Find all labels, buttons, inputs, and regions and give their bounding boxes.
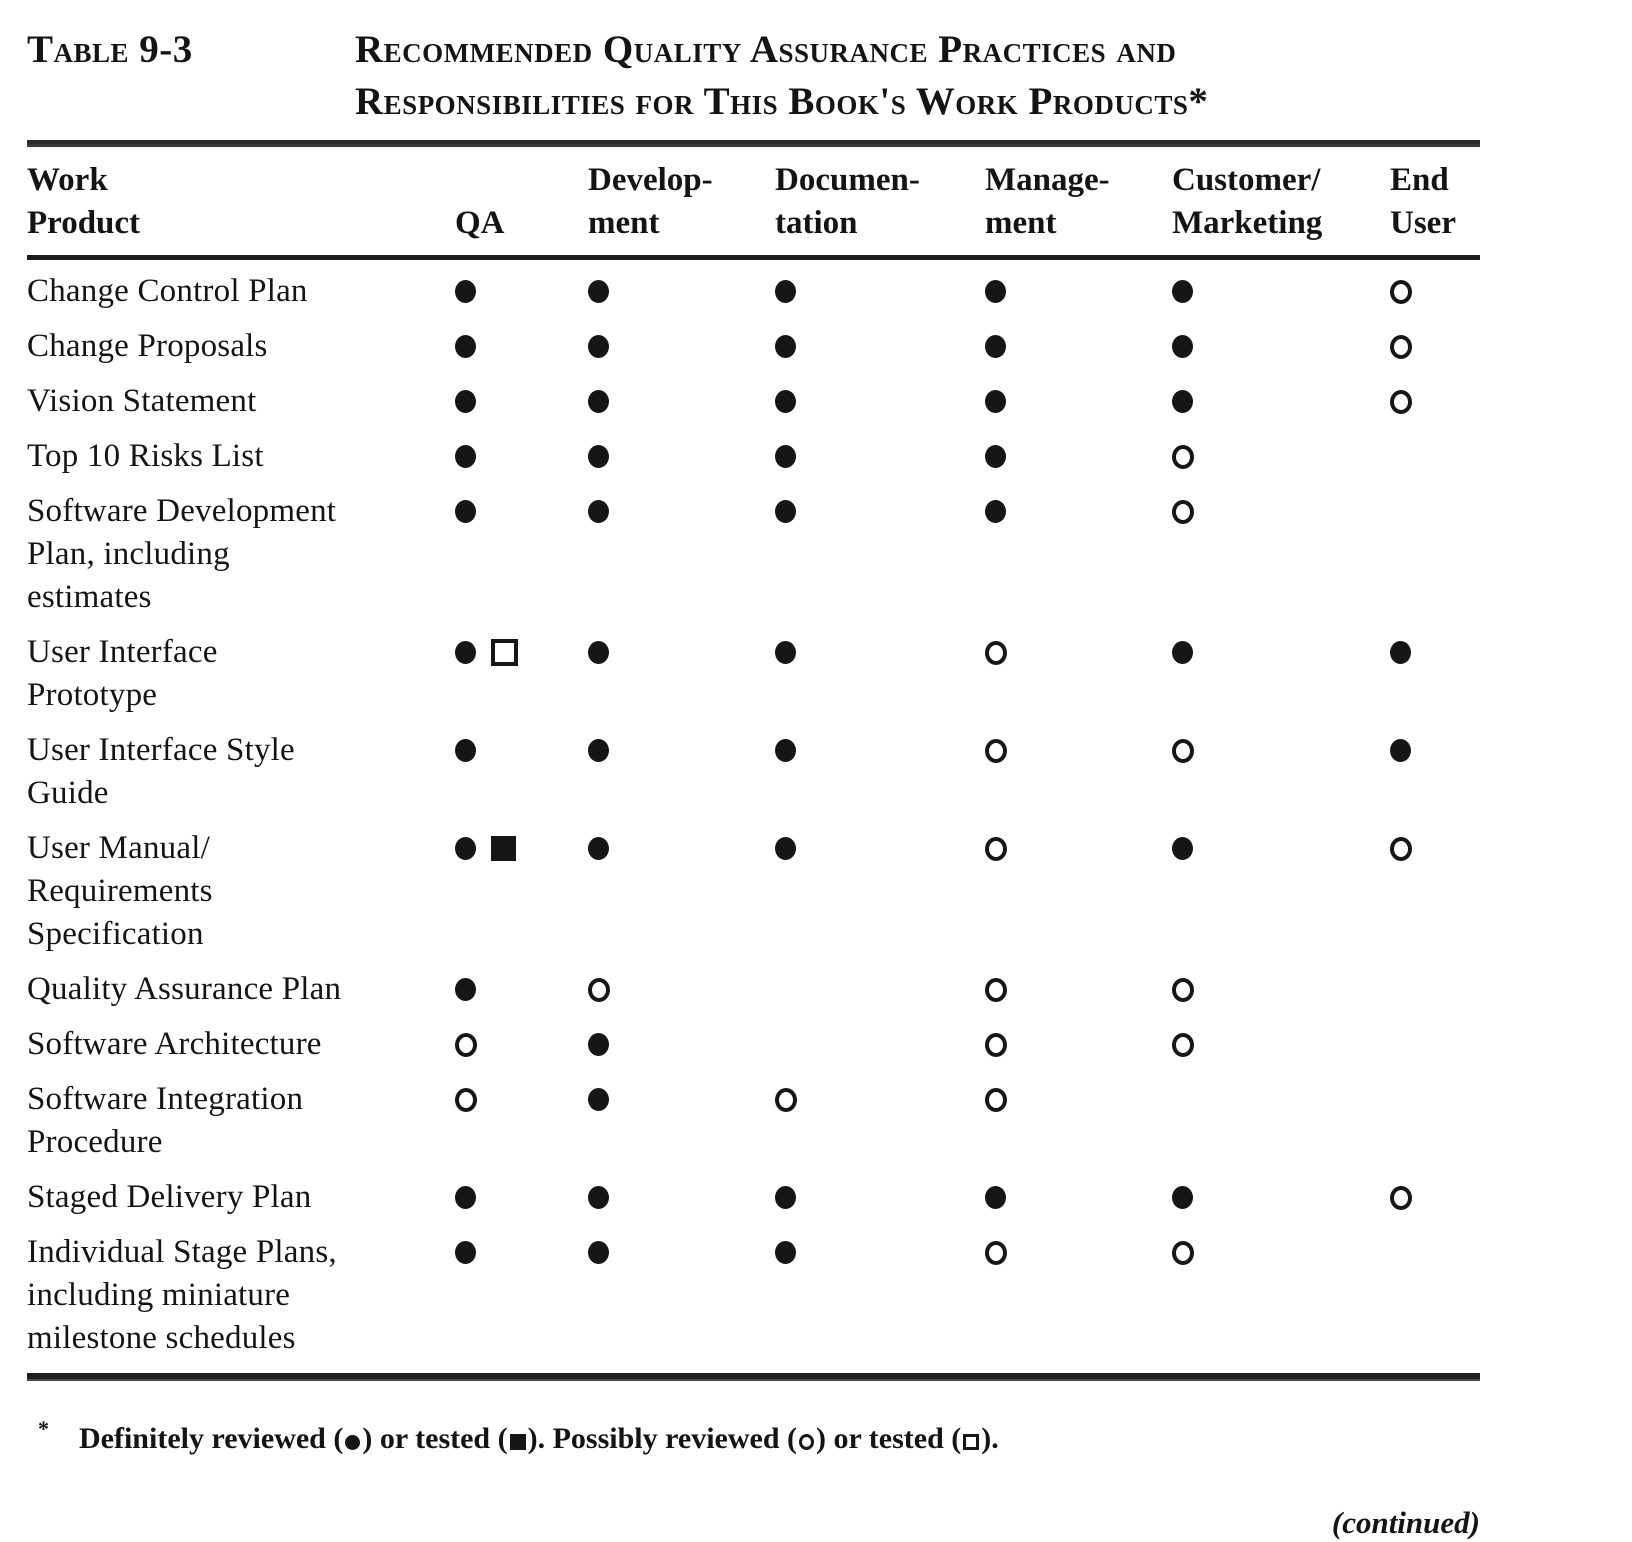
definitely-reviewed-icon bbox=[985, 500, 1006, 523]
responsibility-cell bbox=[455, 490, 588, 533]
definitely-reviewed-icon bbox=[775, 500, 796, 523]
responsibility-cell bbox=[455, 1078, 588, 1121]
responsibility-cell bbox=[588, 827, 775, 870]
possibly-reviewed-icon bbox=[985, 837, 1007, 861]
table-row bbox=[27, 1077, 1480, 1175]
table-title-line-1: Recommended Quality Assurance Practices and bbox=[355, 28, 1177, 71]
table-row bbox=[27, 1022, 1480, 1077]
column-header-development: Develop- ment bbox=[588, 162, 713, 241]
responsibility-cell bbox=[775, 380, 985, 423]
definitely-reviewed-icon bbox=[775, 1241, 796, 1264]
responsibility-cell bbox=[455, 325, 588, 368]
table-row bbox=[27, 324, 1480, 379]
responsibility-cell bbox=[588, 490, 775, 533]
table-row bbox=[27, 434, 1480, 489]
responsibility-cell bbox=[1390, 631, 1480, 674]
possibly-reviewed-icon bbox=[1390, 390, 1412, 414]
responsibility-cell bbox=[985, 435, 1172, 478]
responsibility-cell bbox=[455, 435, 588, 478]
qa-practices-table bbox=[27, 140, 1480, 1381]
definitely-reviewed-icon bbox=[775, 445, 796, 468]
table-row bbox=[27, 489, 1480, 630]
table-row bbox=[27, 630, 1480, 728]
definitely-reviewed-icon bbox=[775, 1186, 796, 1209]
table-caption bbox=[27, 24, 1632, 128]
table-row bbox=[27, 269, 1480, 324]
table-row bbox=[27, 967, 1480, 1022]
responsibility-cell bbox=[1172, 729, 1390, 772]
responsibility-cell bbox=[1172, 380, 1390, 423]
possibly-reviewed-icon bbox=[985, 739, 1007, 763]
definitely-reviewed-icon bbox=[775, 280, 796, 303]
responsibility-cell bbox=[455, 380, 588, 423]
definitely-reviewed-icon bbox=[588, 837, 609, 860]
definitely-reviewed-icon bbox=[588, 739, 609, 762]
responsibility-cell bbox=[985, 1176, 1172, 1219]
possibly-reviewed-icon bbox=[1172, 978, 1194, 1002]
responsibility-cell bbox=[775, 1023, 985, 1066]
responsibility-cell bbox=[1172, 968, 1390, 1011]
work-product-name: Change Proposals bbox=[27, 328, 268, 364]
footnote-asterisk: * bbox=[38, 1416, 49, 1441]
possibly-tested-icon bbox=[963, 1434, 979, 1450]
definitely-reviewed-icon bbox=[1172, 1186, 1193, 1209]
responsibility-cell bbox=[775, 1176, 985, 1219]
definitely-reviewed-icon bbox=[1172, 641, 1193, 664]
table-body bbox=[27, 260, 1480, 1371]
responsibility-cell bbox=[1172, 1231, 1390, 1274]
possibly-reviewed-icon bbox=[1172, 445, 1194, 469]
responsibility-cell bbox=[1172, 490, 1390, 533]
responsibility-cell bbox=[775, 631, 985, 674]
responsibility-cell bbox=[985, 325, 1172, 368]
column-header-documentation: Documen- tation bbox=[775, 162, 920, 241]
responsibility-cell bbox=[588, 325, 775, 368]
column-header-qa: QA bbox=[455, 205, 505, 241]
definitely-reviewed-icon bbox=[775, 390, 796, 413]
definitely-tested-icon bbox=[491, 836, 516, 861]
work-product-name: Software Integration Procedure bbox=[27, 1081, 304, 1160]
table-row bbox=[27, 379, 1480, 434]
responsibility-cell bbox=[985, 729, 1172, 772]
responsibility-cell bbox=[985, 968, 1172, 1011]
possibly-reviewed-icon bbox=[1172, 1241, 1194, 1265]
responsibility-cell bbox=[775, 968, 985, 1011]
table-header-row bbox=[27, 147, 1480, 255]
definitely-reviewed-icon bbox=[1172, 390, 1193, 413]
table-number-label: Table 9-3 bbox=[27, 28, 193, 71]
responsibility-cell bbox=[455, 968, 588, 1011]
responsibility-cell bbox=[1390, 729, 1480, 772]
responsibility-cell bbox=[775, 1078, 985, 1121]
table-row bbox=[27, 728, 1480, 826]
responsibility-cell bbox=[588, 270, 775, 313]
responsibility-cell bbox=[455, 1023, 588, 1066]
definitely-reviewed-icon bbox=[588, 1088, 609, 1111]
definitely-reviewed-icon bbox=[588, 335, 609, 358]
table-row bbox=[27, 1230, 1480, 1371]
responsibility-cell bbox=[588, 729, 775, 772]
definitely-reviewed-icon bbox=[455, 500, 476, 523]
possibly-reviewed-icon bbox=[985, 1033, 1007, 1057]
responsibility-cell bbox=[455, 1176, 588, 1219]
responsibility-cell bbox=[1390, 325, 1480, 368]
responsibility-cell bbox=[775, 325, 985, 368]
definitely-reviewed-icon bbox=[345, 1435, 360, 1450]
work-product-name: User Manual/ Requirements Specification bbox=[27, 830, 213, 952]
responsibility-cell bbox=[588, 1176, 775, 1219]
responsibility-cell bbox=[588, 1023, 775, 1066]
responsibility-cell bbox=[1390, 380, 1480, 423]
definitely-reviewed-icon bbox=[775, 641, 796, 664]
responsibility-cell bbox=[1390, 1176, 1480, 1219]
work-product-name: User Interface Style Guide bbox=[27, 732, 295, 811]
work-product-name: Change Control Plan bbox=[27, 273, 308, 309]
definitely-reviewed-icon bbox=[985, 280, 1006, 303]
work-product-name: Vision Statement bbox=[27, 383, 257, 419]
definitely-reviewed-icon bbox=[1172, 335, 1193, 358]
responsibility-cell bbox=[1390, 1023, 1480, 1066]
footnote bbox=[38, 1409, 1478, 1459]
responsibility-cell bbox=[588, 380, 775, 423]
possibly-reviewed-icon bbox=[985, 978, 1007, 1002]
possibly-reviewed-icon bbox=[775, 1088, 797, 1112]
table-bottom-rule bbox=[27, 1373, 1480, 1381]
definitely-reviewed-icon bbox=[775, 335, 796, 358]
definitely-reviewed-icon bbox=[1390, 641, 1411, 664]
responsibility-cell bbox=[985, 380, 1172, 423]
possibly-reviewed-icon bbox=[1390, 280, 1412, 304]
work-product-name: Individual Stage Plans, including miniature milestone schedules bbox=[27, 1234, 337, 1356]
responsibility-cell bbox=[1172, 827, 1390, 870]
responsibility-cell bbox=[985, 827, 1172, 870]
definitely-reviewed-icon bbox=[455, 978, 476, 1001]
responsibility-cell bbox=[985, 1231, 1172, 1274]
responsibility-cell bbox=[775, 827, 985, 870]
definitely-reviewed-icon bbox=[455, 641, 476, 664]
responsibility-cell bbox=[1172, 325, 1390, 368]
definitely-reviewed-icon bbox=[775, 837, 796, 860]
work-product-name: Software Development Plan, including estimates bbox=[27, 493, 337, 615]
footnote-text: Definitely reviewed ( ) or tested ( ). Possibly reviewed ( ) or tested ( ). bbox=[79, 1422, 999, 1455]
responsibility-cell bbox=[588, 1078, 775, 1121]
responsibility-cell bbox=[1390, 490, 1480, 533]
definitely-reviewed-icon bbox=[588, 1186, 609, 1209]
definitely-reviewed-icon bbox=[455, 1186, 476, 1209]
possibly-reviewed-icon bbox=[985, 641, 1007, 665]
definitely-reviewed-icon bbox=[455, 1241, 476, 1264]
definitely-reviewed-icon bbox=[588, 500, 609, 523]
definitely-reviewed-icon bbox=[455, 335, 476, 358]
responsibility-cell bbox=[1172, 435, 1390, 478]
responsibility-cell bbox=[455, 729, 588, 772]
work-product-name: Software Architecture bbox=[27, 1026, 322, 1062]
column-header-work-product: Work Product bbox=[27, 162, 141, 241]
definitely-reviewed-icon bbox=[588, 390, 609, 413]
definitely-reviewed-icon bbox=[455, 837, 476, 860]
responsibility-cell bbox=[1172, 631, 1390, 674]
definitely-reviewed-icon bbox=[455, 390, 476, 413]
responsibility-cell bbox=[455, 270, 588, 313]
responsibility-cell bbox=[985, 270, 1172, 313]
possibly-reviewed-icon bbox=[588, 978, 610, 1002]
responsibility-cell bbox=[1390, 270, 1480, 313]
responsibility-cell bbox=[588, 968, 775, 1011]
responsibility-cell bbox=[455, 631, 588, 674]
responsibility-cell bbox=[775, 729, 985, 772]
responsibility-cell bbox=[588, 1231, 775, 1274]
possibly-reviewed-icon bbox=[985, 1088, 1007, 1112]
definitely-reviewed-icon bbox=[985, 390, 1006, 413]
definitely-reviewed-icon bbox=[1172, 837, 1193, 860]
responsibility-cell bbox=[1390, 968, 1480, 1011]
definitely-reviewed-icon bbox=[588, 1241, 609, 1264]
responsibility-cell bbox=[985, 490, 1172, 533]
definitely-tested-icon bbox=[510, 1434, 526, 1450]
table-title bbox=[355, 24, 1208, 128]
possibly-reviewed-icon bbox=[1390, 335, 1412, 359]
work-product-name: Quality Assurance Plan bbox=[27, 971, 342, 1007]
table-row bbox=[27, 826, 1480, 967]
possibly-reviewed-icon bbox=[985, 1241, 1007, 1265]
definitely-reviewed-icon bbox=[985, 445, 1006, 468]
responsibility-cell bbox=[775, 435, 985, 478]
definitely-reviewed-icon bbox=[775, 739, 796, 762]
definitely-reviewed-icon bbox=[588, 641, 609, 664]
responsibility-cell bbox=[985, 1023, 1172, 1066]
responsibility-cell bbox=[1390, 1231, 1480, 1274]
column-header-customer-marketing: Customer/ Marketing bbox=[1172, 162, 1323, 241]
possibly-reviewed-icon bbox=[1390, 1186, 1412, 1210]
responsibility-cell bbox=[455, 1231, 588, 1274]
possibly-reviewed-icon bbox=[455, 1088, 477, 1112]
responsibility-cell bbox=[588, 631, 775, 674]
responsibility-cell bbox=[455, 827, 588, 870]
possibly-tested-icon bbox=[491, 639, 518, 666]
definitely-reviewed-icon bbox=[455, 280, 476, 303]
responsibility-cell bbox=[1172, 1176, 1390, 1219]
responsibility-cell bbox=[1390, 435, 1480, 478]
definitely-reviewed-icon bbox=[455, 445, 476, 468]
definitely-reviewed-icon bbox=[1172, 280, 1193, 303]
possibly-reviewed-icon bbox=[1390, 837, 1412, 861]
definitely-reviewed-icon bbox=[985, 1186, 1006, 1209]
responsibility-cell bbox=[1172, 270, 1390, 313]
continued-label: (continued) bbox=[1331, 1505, 1480, 1540]
responsibility-cell bbox=[588, 435, 775, 478]
responsibility-cell bbox=[1390, 1078, 1480, 1121]
column-header-management: Manage- ment bbox=[985, 162, 1110, 241]
table-top-rule bbox=[27, 140, 1480, 147]
definitely-reviewed-icon bbox=[588, 280, 609, 303]
work-product-name: Top 10 Risks List bbox=[27, 438, 264, 474]
table-row bbox=[27, 1175, 1480, 1230]
responsibility-cell bbox=[1172, 1023, 1390, 1066]
possibly-reviewed-icon bbox=[1172, 739, 1194, 763]
possibly-reviewed-icon bbox=[1172, 500, 1194, 524]
responsibility-cell bbox=[1390, 827, 1480, 870]
work-product-name: User Interface Prototype bbox=[27, 634, 218, 713]
column-header-end-user: End User bbox=[1390, 162, 1456, 241]
definitely-reviewed-icon bbox=[1390, 739, 1411, 762]
responsibility-cell bbox=[775, 270, 985, 313]
responsibility-cell bbox=[1172, 1078, 1390, 1121]
definitely-reviewed-icon bbox=[588, 445, 609, 468]
work-product-name: Staged Delivery Plan bbox=[27, 1179, 312, 1215]
possibly-reviewed-icon bbox=[455, 1033, 477, 1057]
responsibility-cell bbox=[985, 1078, 1172, 1121]
responsibility-cell bbox=[985, 631, 1172, 674]
responsibility-cell bbox=[775, 490, 985, 533]
definitely-reviewed-icon bbox=[588, 1033, 609, 1056]
definitely-reviewed-icon bbox=[985, 335, 1006, 358]
responsibility-cell bbox=[775, 1231, 985, 1274]
possibly-reviewed-icon bbox=[799, 1434, 814, 1450]
table-title-line-2: Responsibilities for This Book's Work Products* bbox=[355, 80, 1209, 123]
definitely-reviewed-icon bbox=[455, 739, 476, 762]
possibly-reviewed-icon bbox=[1172, 1033, 1194, 1057]
